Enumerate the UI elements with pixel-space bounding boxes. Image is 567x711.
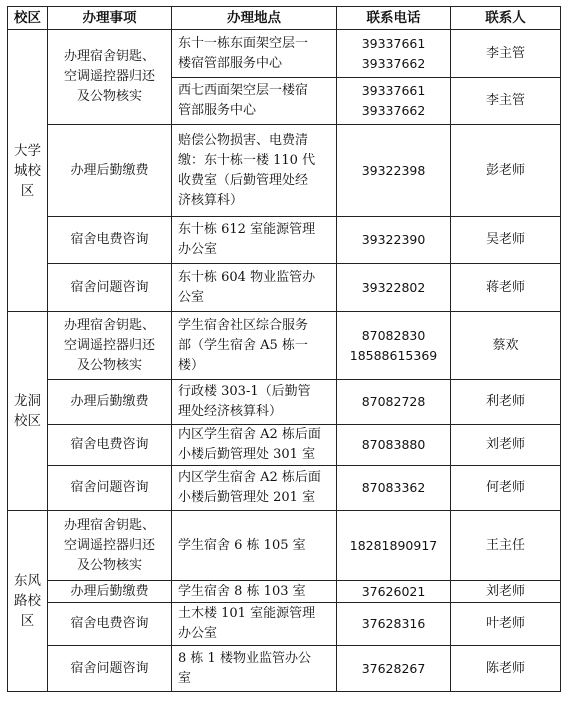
campus-name-line: 龙洞	[14, 393, 41, 409]
table-row	[8, 125, 561, 217]
location-cell	[172, 466, 337, 511]
campus-cell	[8, 312, 48, 511]
location-line: 管部服务中心	[178, 103, 257, 118]
location-cell	[172, 78, 337, 125]
table-row	[8, 380, 561, 425]
table-row	[8, 425, 561, 466]
location-line: 缴：东十栋一楼 110 代	[178, 152, 316, 168]
phone-cell	[337, 78, 451, 125]
table-row	[8, 312, 561, 380]
item-cell	[48, 581, 172, 603]
phone-cell	[337, 217, 451, 264]
location-line: 济核算科）	[178, 192, 244, 208]
location-line: 理处经济核算科）	[178, 404, 283, 419]
location-cell	[172, 30, 337, 78]
contact-cell: 叶老师	[451, 603, 561, 646]
item-line: 办理宿舍钥匙、	[63, 517, 155, 533]
phone-number: 39337662	[361, 55, 426, 71]
item-cell	[48, 603, 172, 646]
table-row	[8, 603, 561, 646]
item-line: 办理宿舍钥匙、	[63, 317, 155, 333]
contact-cell: 李主管	[451, 30, 561, 78]
location-cell	[172, 380, 337, 425]
contact-cell: 何老师	[451, 466, 561, 511]
phone-number: 87082728	[361, 394, 426, 409]
item-cell	[48, 264, 172, 312]
phone-cell	[337, 425, 451, 466]
phone-cell	[337, 581, 451, 603]
location-line: 小楼后勤管理处 201 室	[178, 490, 316, 505]
item-line: 宿舍电费咨询	[70, 616, 149, 631]
location-cell	[172, 264, 337, 312]
location-cell	[172, 425, 337, 466]
phone-number: 39322390	[361, 232, 426, 247]
table-row	[8, 511, 561, 581]
phone-cell	[337, 264, 451, 312]
table-row	[8, 217, 561, 264]
phone-number: 39337662	[361, 103, 426, 118]
item-line: 空调遥控器归还	[63, 537, 155, 553]
location-cell	[172, 511, 337, 581]
table-row	[8, 466, 561, 511]
phone-number: 37628267	[361, 660, 426, 676]
location-line: 8 栋 1 楼物业监管办公	[178, 650, 311, 666]
campus-name-line: 区	[20, 613, 35, 629]
location-cell	[172, 125, 337, 217]
location-line: 土木楼 101 室能源管理	[178, 606, 316, 621]
phone-cell	[337, 646, 451, 692]
location-line: 西七西面架空层一楼宿	[178, 83, 309, 98]
item-cell	[48, 125, 172, 217]
item-line: 空调遥控器归还	[63, 337, 155, 353]
table-row	[8, 581, 561, 603]
contact-cell: 蒋老师	[451, 264, 561, 312]
header-row	[8, 7, 561, 30]
header-location: 办理地点	[172, 7, 337, 30]
item-line: 办理后勤缴费	[70, 162, 149, 178]
phone-cell	[337, 380, 451, 425]
location-line: 东十栋 604 物业监管办	[178, 269, 316, 285]
location-line: 办公室	[178, 626, 218, 641]
contact-table	[7, 6, 561, 692]
phone-number: 39337661	[361, 83, 426, 98]
location-cell	[172, 217, 337, 264]
phone-number: 18281890917	[349, 537, 438, 553]
campus-name-line: 东风	[14, 573, 41, 589]
phone-cell	[337, 125, 451, 217]
contact-cell: 陈老师	[451, 646, 561, 692]
campus-name-line: 区	[20, 182, 35, 199]
phone-number: 37626021	[361, 583, 426, 599]
location-line: 小楼后勤管理处 301 室	[178, 447, 316, 462]
phone-cell	[337, 30, 451, 78]
location-line: 内区学生宿舍 A2 栋后面	[178, 470, 321, 485]
location-cell	[172, 581, 337, 603]
item-line: 办理宿舍钥匙、	[63, 49, 155, 64]
location-line: 收费室（后勤管理处经	[178, 172, 309, 188]
item-cell	[48, 466, 172, 511]
item-line: 办理后勤缴费	[70, 394, 149, 409]
phone-cell	[337, 312, 451, 380]
contact-cell: 彭老师	[451, 125, 561, 217]
phone-cell	[337, 511, 451, 581]
location-line: 东十一栋东面架空层一	[178, 35, 309, 51]
item-cell	[48, 646, 172, 692]
phone-cell	[337, 603, 451, 646]
item-line: 宿舍电费咨询	[70, 437, 149, 452]
location-line: 赔偿公物损害、电费清	[178, 132, 309, 148]
campus-name-line: 路校	[14, 593, 41, 609]
location-line: 东十栋 612 室能源管理	[178, 222, 316, 237]
item-line: 空调遥控器归还	[63, 69, 155, 84]
item-line: 宿舍问题咨询	[70, 660, 149, 676]
contact-cell: 吴老师	[451, 217, 561, 264]
contact-cell: 蔡欢	[451, 312, 561, 380]
header-contact: 联系人	[451, 7, 561, 30]
item-line: 宿舍问题咨询	[70, 279, 149, 295]
phone-number: 18588615369	[349, 347, 438, 363]
item-cell	[48, 511, 172, 581]
location-line: 室	[178, 670, 192, 686]
campus-cell	[8, 30, 48, 312]
table-body	[8, 30, 561, 692]
header-phone: 联系电话	[337, 7, 451, 30]
location-line: 部（学生宿舍 A5 栋一	[178, 337, 308, 353]
contact-cell: 利老师	[451, 380, 561, 425]
item-line: 及公物核实	[76, 557, 142, 573]
location-cell	[172, 646, 337, 692]
location-line: 学生宿舍 8 栋 103 室	[178, 583, 306, 599]
item-line: 及公物核实	[76, 89, 142, 104]
contact-cell: 王主任	[451, 511, 561, 581]
campus-name-line: 大学	[14, 142, 41, 159]
campus-name-line: 城校	[14, 162, 41, 179]
campus-name-line: 校区	[14, 413, 41, 429]
phone-cell	[337, 466, 451, 511]
location-line: 楼宿管部服务中心	[178, 55, 283, 71]
item-cell	[48, 30, 172, 125]
item-cell	[48, 312, 172, 380]
contact-cell: 李主管	[451, 78, 561, 125]
location-line: 学生宿舍社区综合服务	[178, 317, 309, 333]
item-line: 及公物核实	[76, 357, 142, 373]
contact-cell: 刘老师	[451, 425, 561, 466]
phone-number: 87083362	[361, 480, 426, 495]
table-row	[8, 30, 561, 78]
table-row	[8, 264, 561, 312]
table-row	[8, 646, 561, 692]
location-line: 楼）	[178, 357, 205, 373]
location-line: 公室	[178, 289, 205, 305]
phone-number: 39337661	[361, 35, 426, 51]
phone-number: 37628316	[361, 616, 426, 631]
phone-number: 87083880	[361, 437, 426, 452]
location-line: 学生宿舍 6 栋 105 室	[178, 537, 306, 553]
phone-number: 39322398	[361, 162, 426, 178]
location-line: 行政楼 303-1（后勤管	[178, 384, 311, 399]
location-cell	[172, 312, 337, 380]
item-line: 宿舍电费咨询	[70, 232, 149, 247]
header-item: 办理事项	[48, 7, 172, 30]
item-line: 宿舍问题咨询	[70, 480, 149, 495]
phone-number: 87082830	[361, 327, 426, 343]
location-line: 内区学生宿舍 A2 栋后面	[178, 427, 321, 442]
header-campus: 校区	[8, 7, 48, 30]
item-cell	[48, 425, 172, 466]
item-cell	[48, 217, 172, 264]
item-line: 办理后勤缴费	[70, 583, 149, 599]
item-cell	[48, 380, 172, 425]
contact-cell: 刘老师	[451, 581, 561, 603]
location-cell	[172, 603, 337, 646]
location-line: 办公室	[178, 242, 218, 257]
phone-number: 39322802	[361, 279, 426, 295]
campus-cell	[8, 511, 48, 692]
